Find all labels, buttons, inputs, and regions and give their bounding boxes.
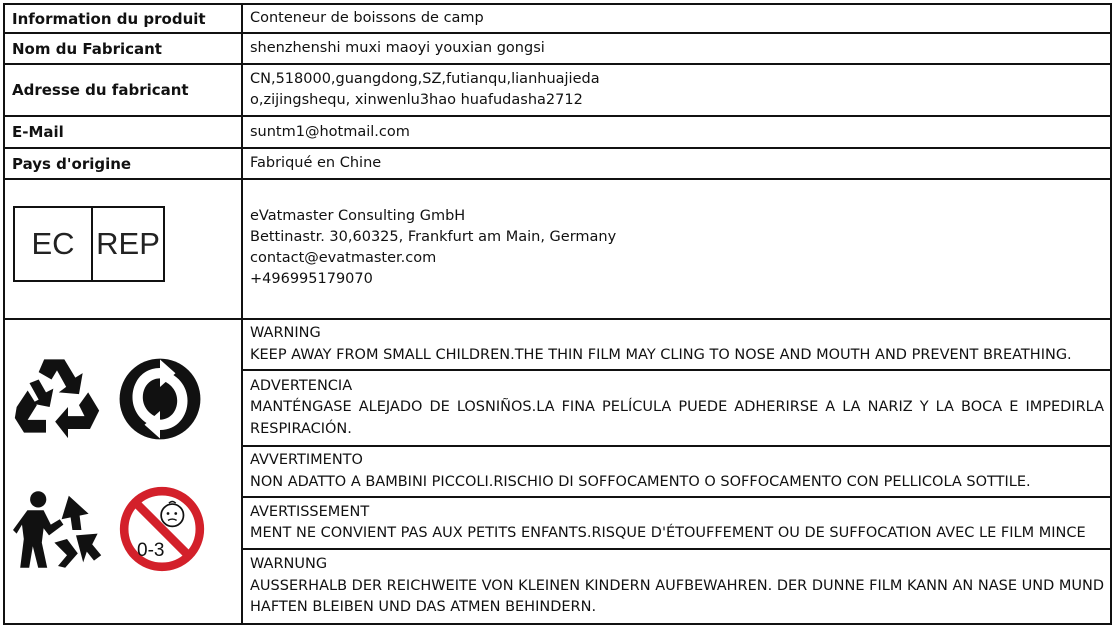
warning-body: KEEP AWAY FROM SMALL CHILDREN.THE THIN FILM MAY CLING TO NOSE AND MOUTH AND PREVENT BREATHING.: [250, 346, 1072, 363]
product-info-table: [3, 3, 1112, 625]
green-dot-icon: [117, 356, 203, 442]
value-line: shenzhenshi muxi maoyi youxian gongsi: [250, 40, 545, 56]
row-value-manufacturer: [243, 34, 1110, 63]
ec-rep-mark-right: REP: [96, 226, 160, 261]
row-label-origin: Pays d'origine: [12, 154, 132, 173]
ec-rep-mark: [13, 206, 165, 282]
warning-body: MENT NE CONVIENT PAS AUX PETITS ENFANTS.RISQUE D'ÉTOUFFEMENT OU DE SUFFOCATION AVEC LE FILM MINCE: [250, 525, 1086, 541]
ec-rep-details: [243, 180, 1110, 318]
ec-rep-address: Bettinastr. 30,60325, Frankfurt am Main, Germany: [250, 229, 617, 245]
recycle-icon: [11, 352, 103, 440]
warning-body: AUSSERHALB DER REICHWEITE VON KLEINEN KINDERN AUFBEWAHREN. DER DUNNE FILM KANN AN NASE UND MUND HAFTEN BLEIBEN UND DAS ATMEN BEHINDERN.: [250, 577, 1104, 616]
warning-body: MANTÉNGASE ALEJADO DE LOSNIÑOS.LA FINA PELÍCULA PUEDE ADHERIRSE A LA NARIZ Y LA BOCA E IMPEDIRLA RESPIRACIÓN.: [250, 399, 1104, 437]
symbols-cell: [5, 320, 241, 623]
value-line: Fabriqué en Chine: [250, 155, 382, 171]
age-warning-label: 0-3: [137, 540, 165, 561]
warning-title: AVERTISSEMENT: [250, 503, 370, 520]
value-line: Conteneur de boissons de camp: [250, 10, 484, 26]
warning-german: [243, 550, 1110, 623]
warning-title: AVVERTIMENTO: [250, 452, 363, 468]
row-value-address: [243, 65, 1110, 115]
warning-italian: [243, 447, 1110, 496]
ec-rep-mark-cell: [5, 180, 241, 318]
ec-rep-company: eVatmaster Consulting GmbH: [250, 208, 466, 224]
warning-title: WARNING: [250, 325, 321, 341]
row-label-email: E-Mail: [12, 123, 64, 141]
row-label-address: Adresse du fabricant: [12, 81, 189, 99]
row-label-manufacturer: Nom du Fabricant: [12, 39, 162, 58]
warning-title: ADVERTENCIA: [250, 377, 353, 394]
warning-english: [243, 320, 1110, 369]
warning-spanish: [243, 371, 1110, 445]
warning-body: NON ADATTO A BAMBINI PICCOLI.RISCHIO DI SOFFOCAMENTO O SOFFOCAMENTO CON PELLICOLA SOTTILE.: [250, 473, 1031, 490]
value-line: suntm1@hotmail.com: [250, 123, 410, 140]
tidyman-icon: [13, 488, 103, 572]
ec-rep-email: contact@evatmaster.com: [250, 250, 437, 266]
warning-french: [243, 498, 1110, 548]
row-label-product-info: Information du produit: [12, 9, 206, 28]
row-value-origin: [243, 149, 1110, 178]
row-value-email: [243, 117, 1110, 147]
ec-rep-mark-left: EC: [15, 208, 93, 280]
ec-rep-phone: +496995179070: [250, 271, 373, 287]
value-line: o,zijingshequ, xinwenlu3hao huafudasha2712: [250, 92, 583, 108]
warning-title: WARNUNG: [250, 556, 328, 573]
row-value-product-info: [243, 5, 1110, 32]
value-line: CN,518000,guangdong,SZ,futianqu,lianhuajieda: [250, 71, 600, 87]
